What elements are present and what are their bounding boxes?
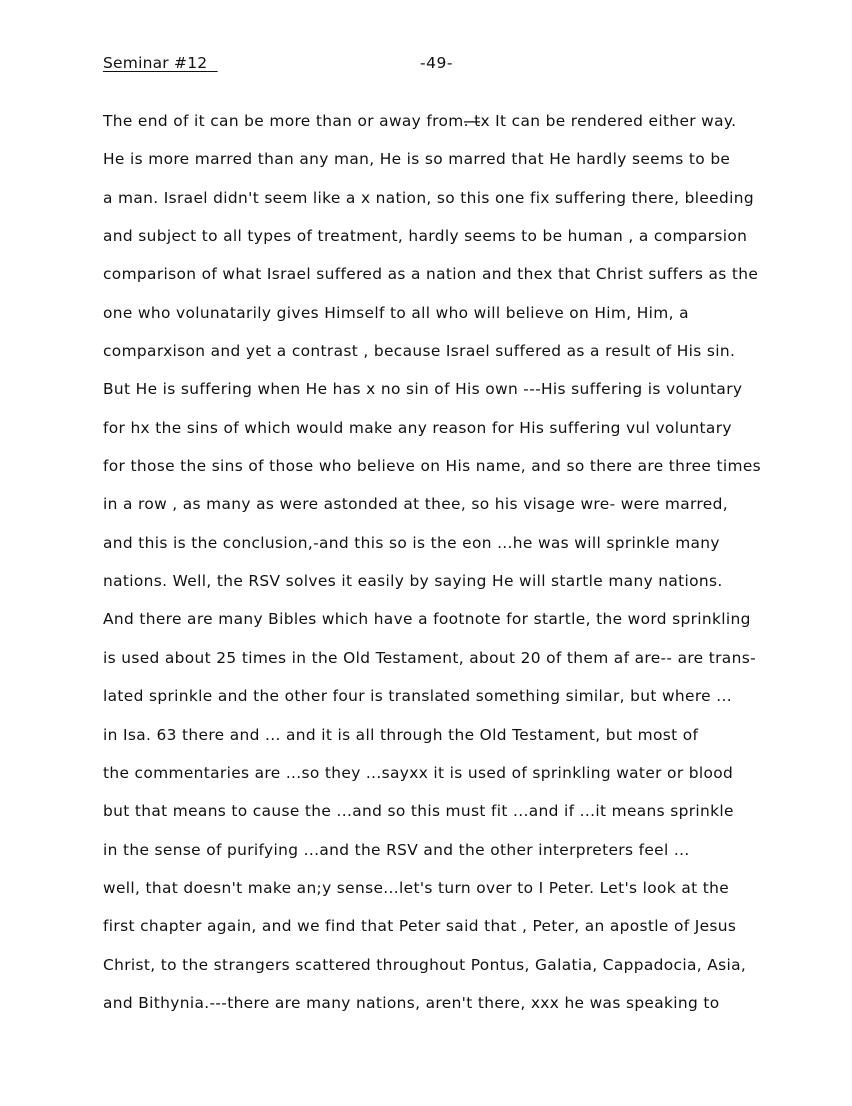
text-line: Christ, to the strangers scattered throughout Pontus, Galatia, Cappadocia, Asia, (103, 955, 747, 974)
text-line: The end of it can be more than or away from. ̶t̶x It can be rendered either way. (103, 112, 737, 130)
page-number: -49- (420, 54, 453, 72)
text-line: in the sense of purifying ...and the RSV and the other interpreters feel ... (103, 840, 690, 859)
text-line: and subject to all types of treatment, hardly seems to be human , a comparsion (103, 227, 748, 246)
text-line: is used about 25 times in the Old Testament, about 20 of them af are-- are trans- (103, 648, 756, 667)
text-line: in a row , as many as were astonded at thee, so his visage wre- were marred, (103, 495, 728, 514)
text-line: comparison of what Israel suffered as a nation and thex that Christ suffers as the (103, 265, 759, 284)
text-line: And there are many Bibles which have a footnote for startle, the word sprinkling (103, 610, 751, 629)
text-line: But He is suffering when He has x no sin of His own ---His suffering is voluntary (103, 380, 743, 399)
text-line: and this is the conclusion,-and this so is the eon ...he was will sprinkle many (103, 533, 720, 552)
text-line: first chapter again, and we find that Peter said that , Peter, an apostle of Jesus (103, 917, 737, 936)
text-line: in Isa. 63 there and ... and it is all through the Old Testament, but most of (103, 725, 699, 744)
text-line: well, that doesn't make an;y sense...let's turn over to I Peter. Let's look at the (103, 878, 730, 897)
text-line: the commentaries are ...so they ...sayxx it is used of sprinkling water or blood (103, 763, 734, 782)
text-line: a man. Israel didn't seem like a x nation, so this one fix suffering there, bleeding (103, 188, 754, 207)
text-line: He is more marred than any man, He is so marred that He hardly seems to be (103, 150, 731, 169)
text-line: lated sprinkle and the other four is translated something similar, but where ... (103, 687, 732, 706)
transcript-body (103, 111, 803, 1031)
text-line: for those the sins of those who believe on His name, and so there are three times (103, 457, 762, 476)
text-line: for hx the sins of which would make any reason for His suffering vul voluntary (103, 418, 732, 437)
text-line: and Bithynia.---there are many nations, aren't there, xxx he was speaking to (103, 993, 720, 1012)
text-line: nations. Well, the RSV solves it easily by saying He will startle many nations. (103, 572, 723, 591)
text-line: comparxison and yet a contrast , because Israel suffered as a result of His sin. (103, 342, 736, 361)
text-line: but that means to cause the ...and so this must fit ...and if ...it means sprinkle (103, 802, 734, 821)
text-line: one who volunatarily gives Himself to all who will believe on Him, Him, a (103, 303, 689, 322)
seminar-header: Seminar #12 (103, 54, 208, 72)
